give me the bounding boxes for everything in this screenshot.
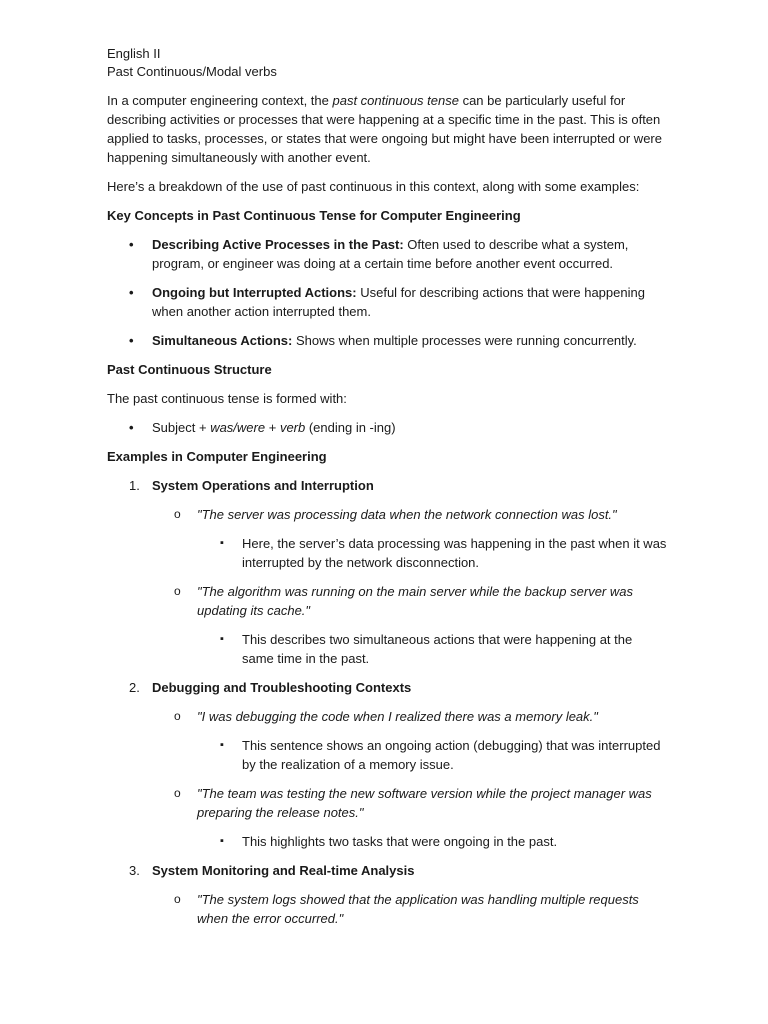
formula-verb: verb [279, 420, 306, 435]
example-explanation: ▪ This sentence shows an ongoing action (debugging) that was interrupted by the realization of a memory issue. [107, 736, 667, 774]
list-item [107, 331, 667, 350]
example-explanation: ▪ Here, the server’s data processing was happening in the past when it was interrupted by the network disconnection. [107, 534, 667, 572]
formula-was-were: was/were [210, 420, 266, 435]
intro-text-end: can be particularly useful for describing activities or processes that were happening at a specific time in the past. This is often applied to tasks, processes, or states that were ongoing but might have been interrupted or were happening simultaneously with another event. [107, 93, 662, 165]
intro-text-start: In a computer engineering context, the [107, 93, 333, 108]
example-sentence: o "The server was processing data when the network connection was lost." [107, 505, 667, 524]
document-header [107, 45, 667, 81]
list-item [107, 235, 667, 273]
document-page [107, 45, 667, 928]
breakdown-paragraph: Here’s a breakdown of the use of past continuous in this context, along with some examples: [107, 179, 640, 194]
example-title-text: Debugging and Troubleshooting Contexts [152, 680, 412, 695]
example-number: 3. [129, 863, 140, 878]
intro-emphasis: past continuous tense [332, 93, 459, 108]
example-title-text: System Operations and Interruption [152, 478, 374, 493]
examples-heading: Examples in Computer Engineering [107, 449, 327, 464]
course-title: English II [107, 46, 161, 61]
concept-text: Useful for describing actions that were happening when another action interrupted them. [152, 285, 645, 319]
key-concepts-heading: Key Concepts in Past Continuous Tense for Computer Engineering [107, 208, 521, 223]
example-explanation: ▪ This describes two simultaneous actions that were happening at the same time in the past. [107, 630, 667, 668]
concept-term: Describing Active Processes in the Past: [152, 237, 404, 252]
key-concepts-list [107, 235, 667, 350]
example-section [107, 861, 667, 928]
formula-ending: (ending in -ing) [305, 420, 396, 435]
structure-formula [107, 418, 667, 437]
topic-title: Past Continuous/Modal verbs [107, 64, 277, 79]
example-title [107, 861, 667, 880]
example-number: 1. [129, 478, 140, 493]
formula-subject: Subject + [152, 420, 211, 435]
intro-paragraph [107, 91, 667, 167]
structure-list [107, 418, 667, 437]
example-sentence: o "I was debugging the code when I realized there was a memory leak." [107, 707, 667, 726]
example-explanation: ▪ This highlights two tasks that were ongoing in the past. [107, 832, 667, 851]
concept-text: Shows when multiple processes were running concurrently. [292, 333, 637, 348]
example-title [107, 678, 667, 697]
example-title [107, 476, 667, 495]
examples-list [107, 476, 667, 928]
example-title-text: System Monitoring and Real-time Analysis [152, 863, 415, 878]
concept-term: Simultaneous Actions: [152, 333, 293, 348]
example-sentence: o "The algorithm was running on the main server while the backup server was updating its cache." [107, 582, 667, 620]
example-number: 2. [129, 680, 140, 695]
structure-intro: The past continuous tense is formed with: [107, 391, 347, 406]
formula-plus: + [265, 420, 280, 435]
example-sentence: o "The system logs showed that the application was handling multiple requests when the error occurred." [107, 890, 667, 928]
example-section [107, 678, 667, 851]
example-sentence: o "The team was testing the new software version while the project manager was preparing the release notes." [107, 784, 667, 822]
concept-text: Often used to describe what a system, program, or engineer was doing at a certain time before another event occurred. [152, 237, 629, 271]
list-item [107, 283, 667, 321]
example-section [107, 476, 667, 668]
structure-heading: Past Continuous Structure [107, 362, 272, 377]
concept-term: Ongoing but Interrupted Actions: [152, 285, 357, 300]
